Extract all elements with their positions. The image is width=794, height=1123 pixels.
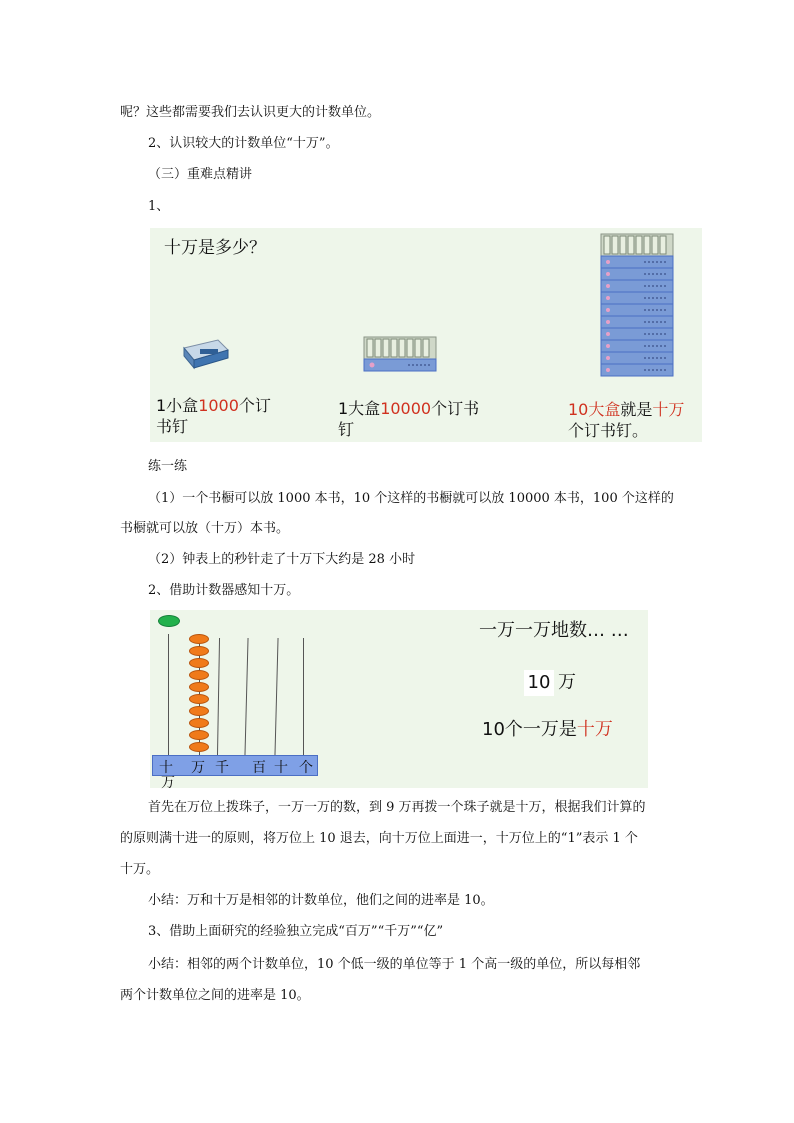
- value-unit: 万: [558, 672, 576, 693]
- bead: [189, 634, 209, 644]
- section-2-title: 2、借助计数器感知十万。: [148, 583, 300, 598]
- bead: [189, 694, 209, 704]
- practice-title: 练一练: [148, 459, 188, 474]
- place-value-bar: [152, 755, 318, 776]
- abacus-rod-ge: [303, 638, 304, 756]
- bead: [189, 730, 209, 740]
- item-number-1: 1、: [148, 199, 170, 214]
- large-box-caption: 1大盒10000个订书 钉: [338, 399, 480, 439]
- bead: [189, 718, 209, 728]
- section-heading: （三）重难点精讲: [148, 167, 253, 182]
- large-staple-box-icon: [362, 333, 438, 373]
- small-box-caption: 1小盒1000个订 书钉: [156, 396, 271, 436]
- green-bead-icon: [158, 615, 180, 627]
- bead: [189, 706, 209, 716]
- place-label-shi: 十: [274, 760, 288, 776]
- place-label-wan-under: 万: [161, 775, 175, 791]
- bead: [189, 646, 209, 656]
- summary-1: 小结：万和十万是相邻的计数单位，他们之间的进率是 10。: [148, 893, 494, 908]
- stack-caption: 10大盒就是十万 个订书钉。: [568, 400, 685, 440]
- bead: [189, 658, 209, 668]
- place-label-qian: 千: [215, 760, 229, 776]
- paragraph-2: 2、认识较大的计数单位“十万”。: [148, 136, 339, 151]
- explanation-line1: 首先在万位上拨珠子，一万一万的数，到 9 万再拨一个珠子就是十万，根据我们计算的: [148, 800, 646, 815]
- practice-q2: （2）钟表上的秒针走了十万下大约是 28 小时: [148, 552, 416, 567]
- practice-q1-line2: 书橱就可以放（十万）本书。: [120, 521, 290, 536]
- practice-q1-line1: （1）一个书橱可以放 1000 本书，10 个这样的书橱就可以放 10000 本书，100 个这样的: [148, 491, 674, 506]
- stacked-staple-boxes-icon: [600, 233, 674, 377]
- place-label-bai: 百: [252, 760, 266, 776]
- summary-2-line1: 小结：相邻的两个计数单位，10 个低一级的单位等于 1 个高一级的单位，所以每相邻: [148, 957, 641, 972]
- place-label-wan: 万: [191, 760, 205, 776]
- counting-text: 一万一万地数… …: [479, 620, 629, 641]
- abacus-rod-shiwan: [168, 634, 169, 756]
- step-3: 3、借助上面研究的经验独立完成“百万”“千万”“亿”: [148, 924, 444, 939]
- place-label-shi-wan: 十: [159, 760, 173, 776]
- explanation-line3: 十万。: [120, 862, 160, 877]
- bead: [189, 682, 209, 692]
- value-box: 10: [524, 670, 554, 696]
- bead: [189, 670, 209, 680]
- ten-wan-text: 10个一万是十万: [482, 719, 613, 740]
- summary-2-line2: 两个计数单位之间的进率是 10。: [120, 988, 310, 1003]
- paragraph-1: 呢？这些都需要我们去认识更大的计数单位。: [120, 105, 381, 120]
- small-staple-box-icon: [180, 336, 230, 370]
- panel-question: 十万是多少？: [164, 238, 266, 258]
- place-label-ge: 个: [299, 760, 313, 776]
- explanation-line2: 的原则满十进一的原则，将万位上 10 退去，向十万位上面进一，十万位上的“1”表示 1 个: [120, 831, 638, 846]
- bead: [189, 742, 209, 752]
